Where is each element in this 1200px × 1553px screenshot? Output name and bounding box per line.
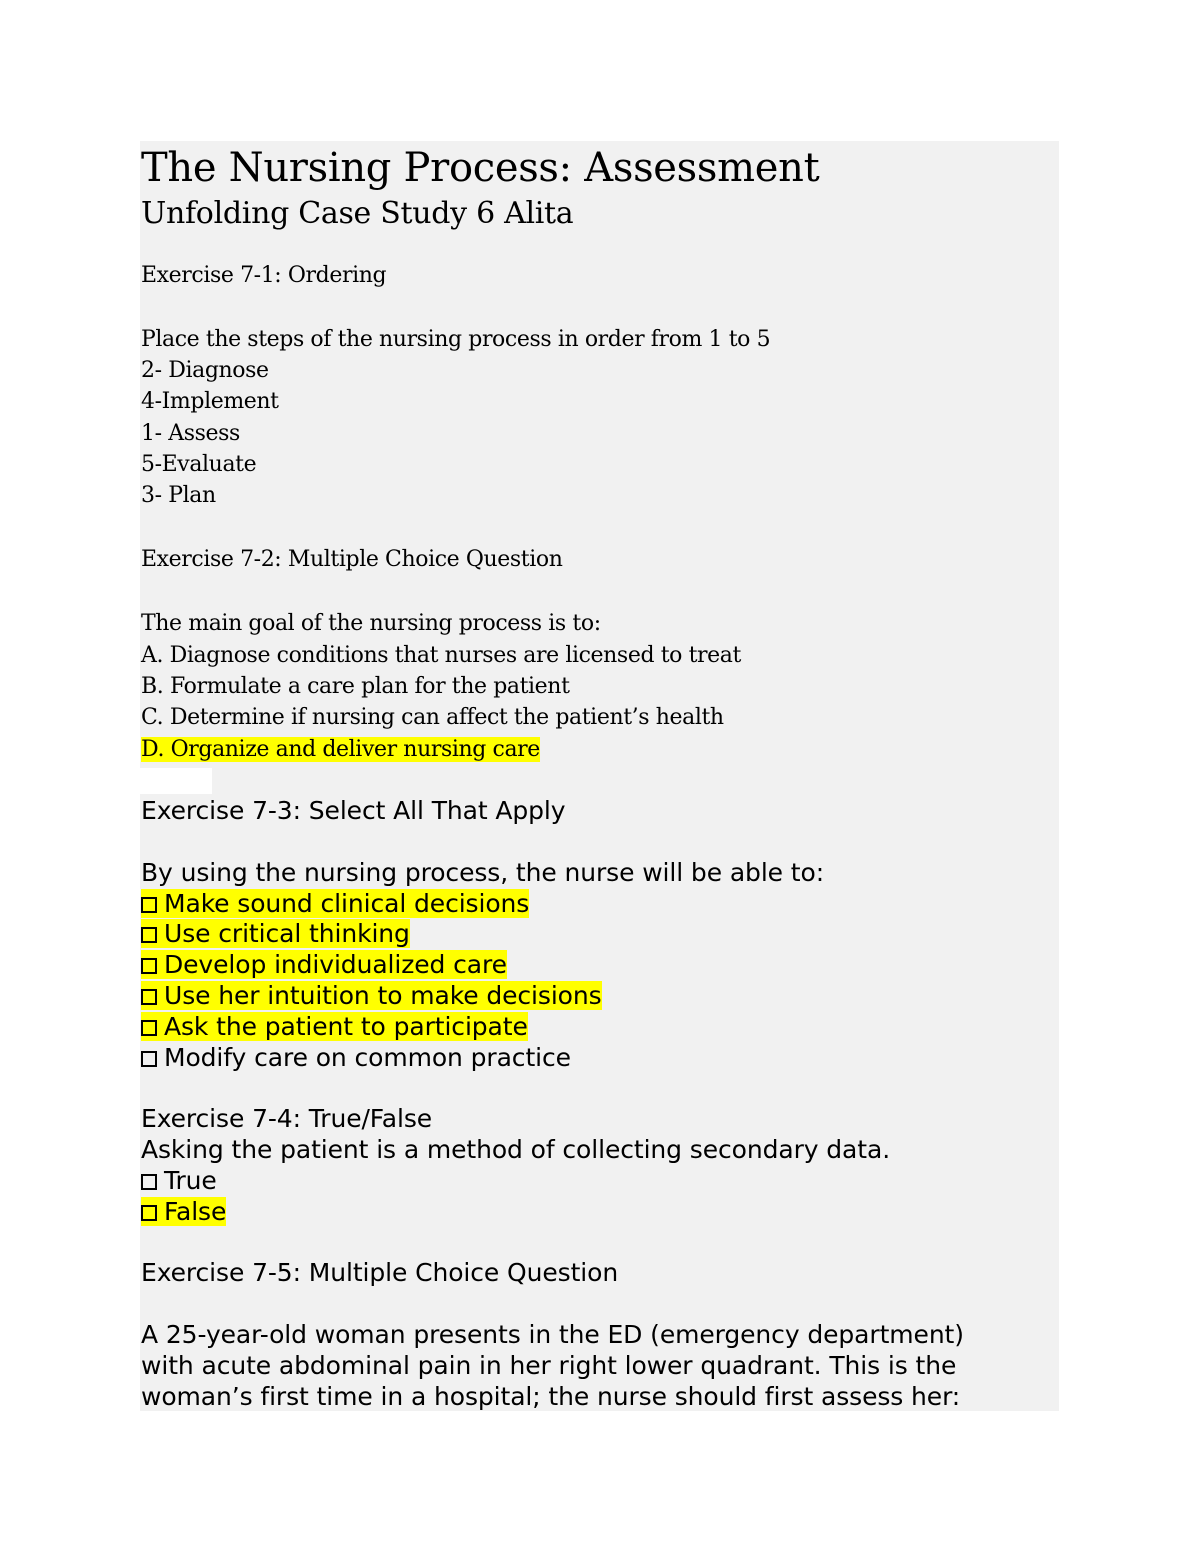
document-content [140,141,1059,1411]
checkbox-label: Use her intuition to make decisions [164,981,602,1010]
checkbox-label: Use critical thinking [164,919,410,948]
checkbox-option [141,952,507,977]
exercise-7-4-heading: Exercise 7-4: True/False [141,1104,433,1133]
checkbox-icon [141,1020,157,1036]
checkbox-label: Develop individualized care [164,950,507,979]
checkbox-label: True [164,1166,217,1195]
checkbox-icon [141,1051,157,1067]
page-subtitle: Unfolding Case Study 6 Alita [141,196,574,231]
checkbox-option [141,1045,571,1070]
checkbox-option [141,983,602,1008]
checkbox-option [141,891,529,916]
exercise-7-2-heading: Exercise 7-2: Multiple Choice Question [141,547,563,572]
checkbox-icon [141,897,157,913]
checkbox-icon [141,1205,157,1221]
checkbox-option [141,1014,528,1039]
gap [140,768,212,794]
checkbox-label: False [164,1197,227,1226]
checkbox-label: Ask the patient to participate [164,1012,528,1041]
ordering-step: 2- Diagnose [141,358,269,383]
exercise-7-5-prompt-line: woman’s first time in a hospital; the nurse should first assess her: [141,1382,961,1411]
checkbox-option [141,921,410,946]
highlighted-answer: D. Organize and deliver nursing care [141,737,540,762]
answer-option: A. Diagnose conditions that nurses are licensed to treat [141,643,741,668]
checkbox-icon [141,958,157,974]
checkbox-icon [141,989,157,1005]
checkbox-icon [141,1174,157,1190]
answer-option-selected [141,739,540,761]
ordering-step: 3- Plan [141,483,216,508]
ordering-step: 4-Implement [141,389,279,414]
exercise-7-1-heading: Exercise 7-1: Ordering [141,263,387,288]
checkbox-label: Make sound clinical decisions [164,889,530,918]
exercise-7-1-prompt: Place the steps of the nursing process in order from 1 to 5 [141,327,771,352]
checkbox-option-false [141,1199,226,1224]
exercise-7-3-heading: Exercise 7-3: Select All That Apply [141,796,566,825]
checkbox-icon [141,927,157,943]
exercise-7-3-prompt: By using the nursing process, the nurse will be able to: [141,858,825,887]
ordering-step: 5-Evaluate [141,452,257,477]
checkbox-label: Modify care on common practice [164,1043,571,1072]
ordering-step: 1- Assess [141,421,240,446]
exercise-7-2-prompt: The main goal of the nursing process is to: [141,611,601,636]
exercise-7-5-heading: Exercise 7-5: Multiple Choice Question [141,1258,619,1287]
exercise-7-5-prompt-line: A 25-year-old woman presents in the ED (emergency department) [141,1320,964,1349]
answer-option: C. Determine if nursing can affect the patient’s health [141,705,724,730]
exercise-7-4-prompt: Asking the patient is a method of collecting secondary data. [141,1135,891,1164]
checkbox-option-true [141,1168,217,1193]
answer-option: B. Formulate a care plan for the patient [141,674,570,699]
page-title: The Nursing Process: Assessment [141,145,820,191]
exercise-7-5-prompt-line: with acute abdominal pain in her right lower quadrant. This is the [141,1351,957,1380]
